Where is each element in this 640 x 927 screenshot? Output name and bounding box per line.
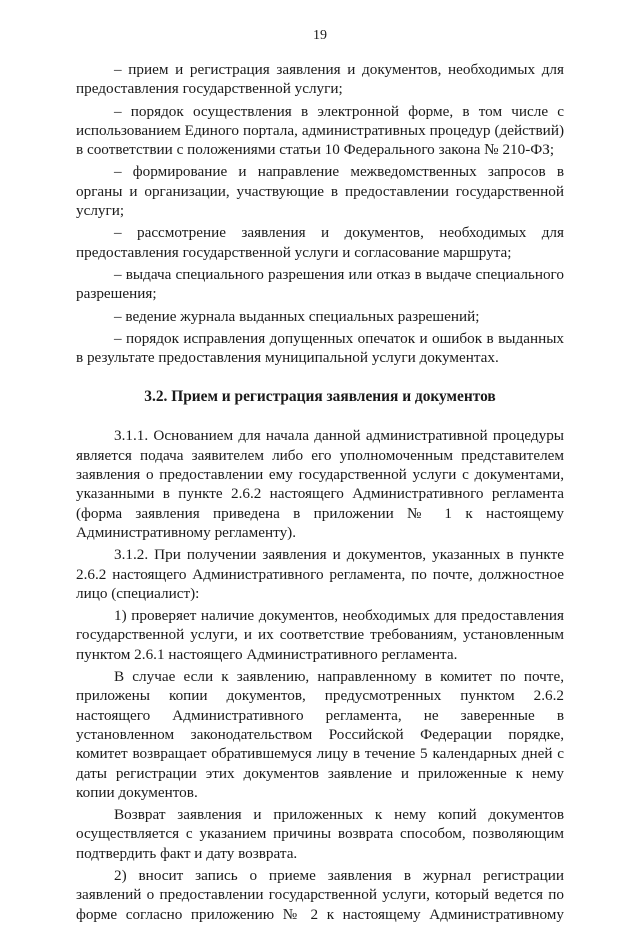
paragraph: 3.1.2. При получении заявления и документов, указанных в пункте 2.6.2 настоящего Административного регламента, по почте, должностное лицо (специалист):: [76, 546, 564, 602]
page-number: 19: [313, 28, 327, 43]
paragraph: 1) проверяет наличие документов, необходимых для предоставления государственной услуги, и их соответствие требованиям, установленным пунктом 2.6.1 настоящего Административного регламента.: [76, 607, 564, 663]
paragraph: 3.1.1. Основанием для начала данной административной процедуры является подача заявителем либо его уполномоченным представителем заявления о предоставлении ему государственной услуги с документами, указанными в пункте 2.6.2 настоящего Административного регламента (форма заявления приведена в приложении № 1 к настоящему Административному регламенту).: [76, 427, 564, 541]
list-item: – порядок осуществления в электронной форме, в том числе с использованием Единого портала, административных процедур (действий) в соответствии с положениями статьи 10 Федерального закона № 210-ФЗ;: [76, 102, 564, 159]
list-item: – порядок исправления допущенных опечаток и ошибок в выданных в результате предоставления муниципальной услуги документах.: [76, 329, 564, 367]
list-item: – рассмотрение заявления и документов, необходимых для предоставления государственной услуги и согласование маршрута;: [76, 224, 564, 261]
paragraph: Возврат заявления и приложенных к нему копий документов осуществляется с указанием причины возврата способом, позволяющим подтвердить факт и дату возврата.: [76, 806, 564, 862]
paragraph: 2) вносит запись о приеме заявления в журнал регистрации заявлений о предоставлении государственной услуги, который ведется по форме согласно приложению № 2 к настоящему Административному: [76, 866, 564, 923]
list-item: – формирование и направление межведомственных запросов в органы и организации, участвующие в предоставлении государственной услуги;: [76, 163, 564, 220]
list-item: – ведение журнала выданных специальных разрешений;: [114, 307, 480, 325]
section-heading: 3.2. Прием и регистрация заявления и документов: [144, 388, 496, 406]
paragraph: В случае если к заявлению, направленному в комитет по почте, приложены копии документов, предусмотренных пунктом 2.6.2 настоящего Административного регламента, не заверенные в установленном законодательством Российской Федерации порядке, комитет возвращает обратившемуся лицу в течение 5 календарных дней с даты регистрации этих документов заявление и приложенные к нему копии документов.: [76, 668, 564, 801]
list-item: – прием и регистрация заявления и документов, необходимых для предоставления государственной услуги;: [76, 61, 564, 98]
document-body: [76, 60, 564, 927]
list-item: – выдача специального разрешения или отказ в выдаче специального разрешения;: [76, 265, 564, 303]
